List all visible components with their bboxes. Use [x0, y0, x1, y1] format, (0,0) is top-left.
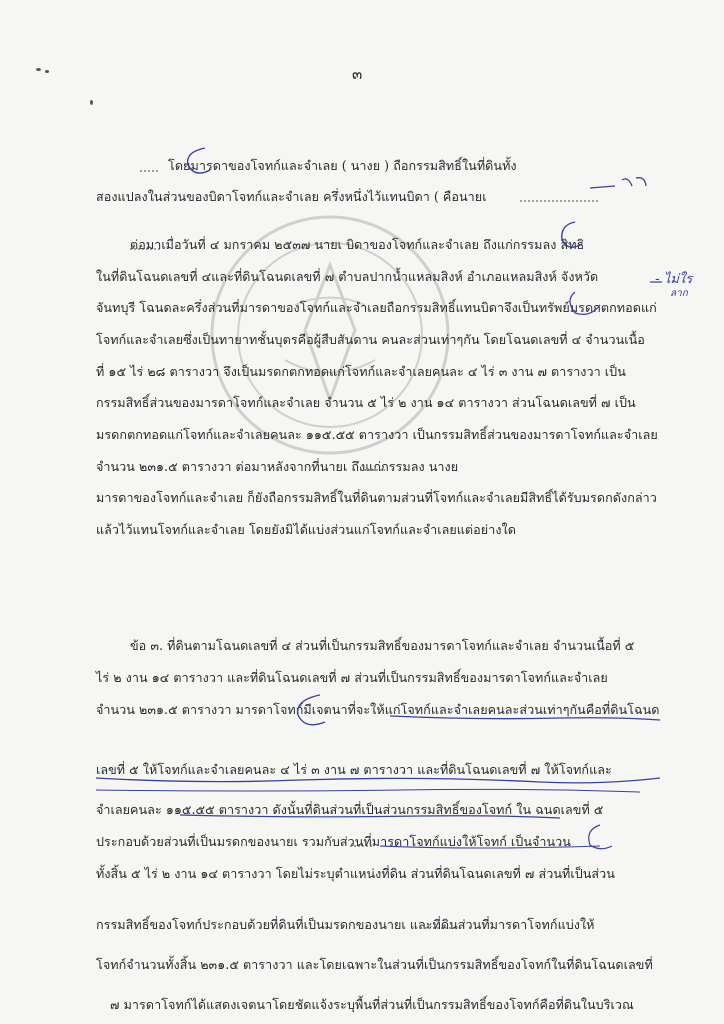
scan-speck: [36, 68, 41, 71]
text-line: กรรมสิทธิ์ส่วนของมารดาโจทก์และจำเลย จำนวน ๕ ไร่ ๒ งาน ๑๔ ตารางวา ส่วนโฉนดเลขที่ ๗ เป็น: [96, 395, 636, 410]
text-line: เลขที่ ๕ ให้โจทก์และจำเลยคนละ ๔ ไร่ ๓ งาน ๗ ตารางวา และที่ดินโฉนดเลขที่ ๗ ให้โจทก์และ: [96, 762, 612, 777]
text-line: จันทบุรี โฉนดละครึ่งส่วนที่มารดาของโจทก์และจำเลยถือกรรมสิทธิ์แทนบิดาจึงเป็นทรัพย์มรดกตกทอดแก่: [96, 300, 657, 315]
text-line: มารดาของโจทก์และจำเลย ก็ยังถือกรรมสิทธิ์ในที่ดินตามส่วนที่โจทก์และจำเลยมีสิทธิ์ได้รับมรดกดังกล่าว: [96, 490, 657, 505]
text-line: โจทก์และจำเลยซึ่งเป็นทายาทชั้นบุตรคือผู้สืบสันดาน คนละส่วนเท่าๆกัน โดยโฉนดเลขที่ ๔ จำนวนเนื้อ: [96, 332, 645, 347]
text-line: ๗ มารดาโจทก์ได้แสดงเจตนาโดยชัดแจ้งระบุพื้นที่ส่วนที่เป็นกรรมสิทธิ์ของโจทก์คือที่ดินในบริเวณ: [110, 997, 634, 1012]
text-line: ข้อ ๓. ที่ดินตามโฉนดเลขที่ ๔ ส่วนที่เป็นกรรมสิทธิ์ของมารดาโจทก์และจำเลย จำนวนเนื้อที่ ๕: [130, 638, 635, 653]
text-line: ในที่ดินโฉนดเลขที่ ๔และที่ดินโฉนดเลขที่ ๗ ตำบลปากน้ำแหลมสิงห์ อำเภอแหลมสิงห์ จังหวัด: [96, 269, 599, 284]
text-line: ต่อมาเมื่อวันที่ ๔ มกราคม ๒๕๓๗ นายเ บิดาของโจทก์และจำเลย ถึงแก่กรรมลง สิทธิ: [130, 237, 585, 252]
text-line: จำนวน ๒๓๑.๕ ตารางวา มารดาโจทก์มีเจตนาที่จะให้แก่โจทก์และจำเลยคนละส่วนเท่าๆกันคือที่ดินโฉนด: [96, 702, 660, 717]
text-line: มรดกตกทอดแก่โจทก์และจำเลยคนละ ๑๑๕.๕๕ ตารางวา เป็นกรรมสิทธิ์ส่วนของมารดาโจทก์และจำเลย: [96, 427, 658, 442]
text-line: โจทก์จำนวนทั้งสิ้น ๒๓๑.๕ ตารางวา และโดยเฉพาะในส่วนที่เป็นกรรมสิทธิ์ของโจทก์ในที่ดินโฉนดเลขที่: [96, 957, 653, 972]
page-number: ๓: [352, 65, 363, 83]
scan-speck: [90, 100, 93, 105]
text-line: จำเลยคนละ ๑๑๕.๕๕ ตารางวา ดังนั้นที่ดินส่วนที่เป็นส่วนกรรมสิทธิ์ของโจทก์ ใน ฉนดเลขที่ ๕: [96, 802, 604, 817]
handwritten-margin-note: - ไม่ใร: [655, 272, 693, 287]
scan-speck: [45, 70, 49, 73]
text-line: ทั้งสิ้น ๕ ไร่ ๒ งาน ๑๔ ตารางวา โดยไม่ระบุตำแหน่งที่ดิน ส่วนที่ดินโฉนดเลขที่ ๗ ส่วนที่เป็นส่วน: [96, 866, 615, 881]
text-line: สองแปลงในส่วนของบิดาโจทก์และจำเลย ครึ่งหนึ่งไว้แทนบิดา ( คือนายเ: [96, 189, 487, 204]
handwritten-margin-note: ลาก: [670, 288, 688, 299]
text-line: ที่ ๑๕ ไร่ ๒๘ ตารางวา จึงเป็นมรดกตกทอดแก่โจทก์และจำเลยคนละ ๔ ไร่ ๓ งาน ๗ ตารางวา เป็น: [96, 364, 626, 379]
text-line: กรรมสิทธิ์ของโจทก์ประกอบด้วยที่ดินที่เป็นมรดกของนายเ และที่ดินส่วนที่มารดาโจทก์แบ่งให้: [96, 917, 595, 932]
text-line: แล้วไว้แทนโจทก์และจำเลย โดยยังมิได้แบ่งส่วนแก่โจทก์และจำเลยแต่อย่างใด: [96, 522, 516, 537]
text-line: จำนวน ๒๓๑.๕ ตารางวา ต่อมาหลังจากที่นายเ ถึงแก่กรรมลง นางย: [96, 459, 459, 474]
text-line: ไร่ ๒ งาน ๑๔ ตารางวา และที่ดินโฉนดเลขที่ ๗ ส่วนที่เป็นกรรมสิทธิ์ของมารดาโจทก์และจำเลย: [96, 670, 608, 685]
text-line: โดยมารดาของโจทก์และจำเลย ( นางย ) ถือกรรมสิทธิ์ในที่ดินทั้ง: [168, 158, 517, 173]
text-line: ประกอบด้วยส่วนที่เป็นมรดกของนายเ รวมกับส่วนที่มารดาโจทก์แบ่งให้โจทก์ เป็นจำนวน: [96, 834, 571, 849]
